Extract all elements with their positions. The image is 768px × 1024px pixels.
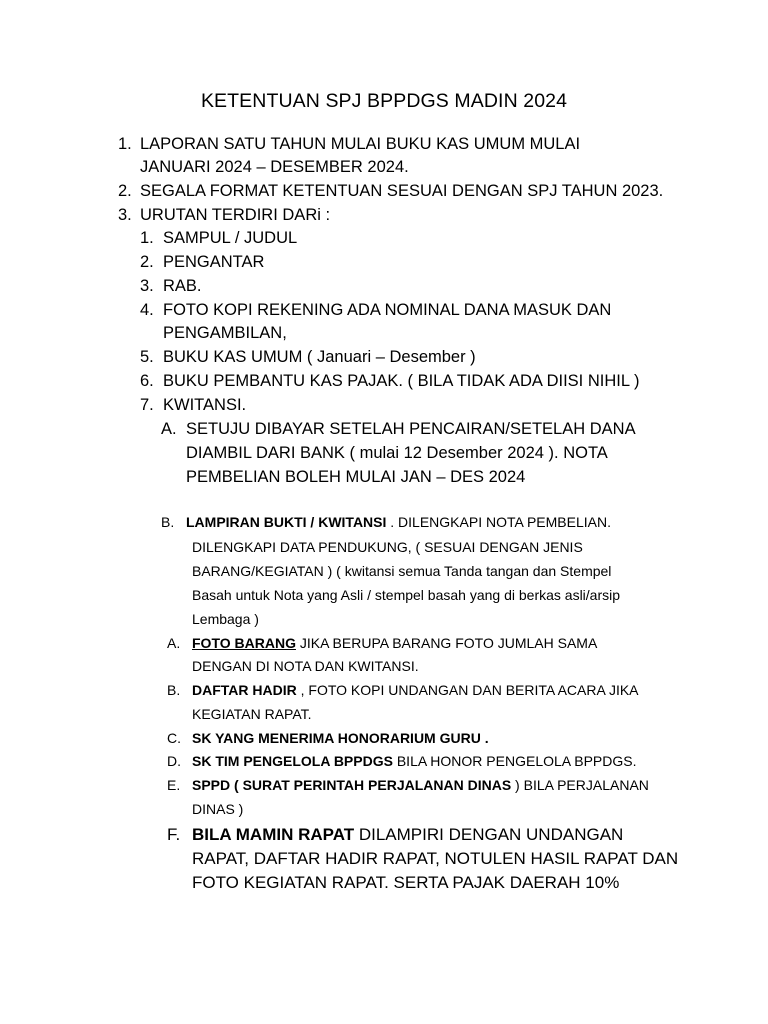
final-text: FOTO KEGIATAN RAPAT. SERTA PAJAK DAERAH 10% — [192, 873, 620, 892]
subitem-number: 3. — [140, 277, 154, 295]
subitem-number: 2. — [140, 253, 154, 271]
attachment-rest: BILA HONOR PENGELOLA BPPDGS. — [392, 753, 637, 769]
subitem-text: KWITANSI. — [163, 396, 247, 414]
kwitansi-b-text: Lembaga ) — [192, 611, 259, 627]
subitem-number: 6. — [140, 372, 154, 390]
attachment-text: KEGIATAN RAPAT. — [192, 706, 312, 722]
final-text: RAPAT, DAFTAR HADIR RAPAT, NOTULEN HASIL RAPAT DAN — [192, 849, 679, 868]
attachment-label: D. — [167, 753, 181, 769]
kwitansi-a-label: A. — [161, 420, 177, 438]
kwitansi-a-text: DIAMBIL DARI BANK ( mulai 12 Desember 2024 ). NOTA — [186, 444, 608, 462]
kwitansi-b-rest: . DILENGKAPI NOTA PEMBELIAN. — [386, 514, 611, 530]
final-rest: DILAMPIRI DENGAN UNDANGAN — [354, 825, 624, 844]
subitem-text: PENGAMBILAN, — [163, 324, 287, 342]
attachment-label: B. — [167, 682, 181, 698]
item-number: 1. — [118, 135, 132, 153]
attachment-bold: DAFTAR HADIR — [192, 682, 297, 698]
kwitansi-b-text: Basah untuk Nota yang Asli / stempel basah yang di berkas asli/arsip — [192, 587, 621, 603]
attachment-text: DINAS ) — [192, 801, 244, 817]
kwitansi-a-text: PEMBELIAN BOLEH MULAI JAN – DES 2024 — [186, 468, 526, 486]
kwitansi-b-heading — [186, 514, 611, 530]
subitem-text: BUKU PEMBANTU KAS PAJAK. ( BILA TIDAK ADA DIISI NIHIL ) — [163, 372, 640, 390]
item-text: URUTAN TERDIRI DARi : — [140, 206, 331, 224]
attachment-rest: ) BILA PERJALANAN — [511, 777, 649, 793]
attachment-rest: JIKA BERUPA BARANG FOTO JUMLAH SAMA — [295, 635, 598, 651]
item-text: JANUARI 2024 – DESEMBER 2024. — [140, 158, 409, 176]
attachment-heading — [192, 635, 597, 651]
item-number: 3. — [118, 206, 132, 224]
item-text: SEGALA FORMAT KETENTUAN SESUAI DENGAN SPJ TAHUN 2023. — [140, 182, 664, 200]
attachment-text: DENGAN DI NOTA DAN KWITANSI. — [192, 658, 419, 674]
subitem-number: 1. — [140, 229, 154, 247]
kwitansi-b-text: DILENGKAPI DATA PENDUKUNG, ( SESUAI DENGAN JENIS — [192, 539, 583, 555]
subitem-number: 4. — [140, 301, 154, 319]
subitem-text: RAB. — [163, 277, 202, 295]
kwitansi-b-bold: LAMPIRAN BUKTI / KWITANSI — [186, 514, 387, 530]
attachment-heading — [192, 753, 636, 769]
item-text: LAPORAN SATU TAHUN MULAI BUKU KAS UMUM MULAI — [140, 135, 581, 153]
subitem-number: 7. — [140, 396, 154, 414]
attachment-rest: , FOTO KOPI UNDANGAN DAN BERITA ACARA JIKA — [296, 682, 639, 698]
subitem-text: SAMPUL / JUDUL — [163, 229, 298, 247]
subitem-text: FOTO KOPI REKENING ADA NOMINAL DANA MASUK DAN — [163, 301, 612, 319]
item-number: 2. — [118, 182, 132, 200]
attachment-heading — [192, 777, 649, 793]
final-label: F. — [167, 825, 181, 844]
kwitansi-a-text: SETUJU DIBAYAR SETELAH PENCAIRAN/SETELAH DANA — [186, 420, 636, 438]
attachment-label: E. — [167, 777, 181, 793]
subitem-text: BUKU KAS UMUM ( Januari – Desember ) — [163, 348, 476, 366]
kwitansi-b-label: B. — [161, 514, 175, 530]
document-title: KETENTUAN SPJ BPPDGS MADIN 2024 — [200, 90, 568, 112]
subitem-text: PENGANTAR — [163, 253, 265, 271]
kwitansi-b-text: BARANG/KEGIATAN ) ( kwitansi semua Tanda tangan dan Stempel — [192, 563, 612, 579]
attachment-label: C. — [167, 730, 181, 746]
attachment-heading — [192, 682, 639, 698]
attachment-bold: SK YANG MENERIMA HONORARIUM GURU . — [192, 730, 489, 746]
final-bold: BILA MAMIN RAPAT — [192, 825, 355, 844]
attachment-label: A. — [167, 635, 181, 651]
attachment-bold: SK TIM PENGELOLA BPPDGS — [192, 753, 393, 769]
final-heading — [192, 825, 623, 845]
subitem-number: 5. — [140, 348, 154, 366]
attachment-heading — [192, 730, 489, 746]
attachment-bold: SPPD ( SURAT PERINTAH PERJALANAN DINAS — [192, 777, 512, 793]
attachment-bold: FOTO BARANG — [192, 635, 296, 651]
